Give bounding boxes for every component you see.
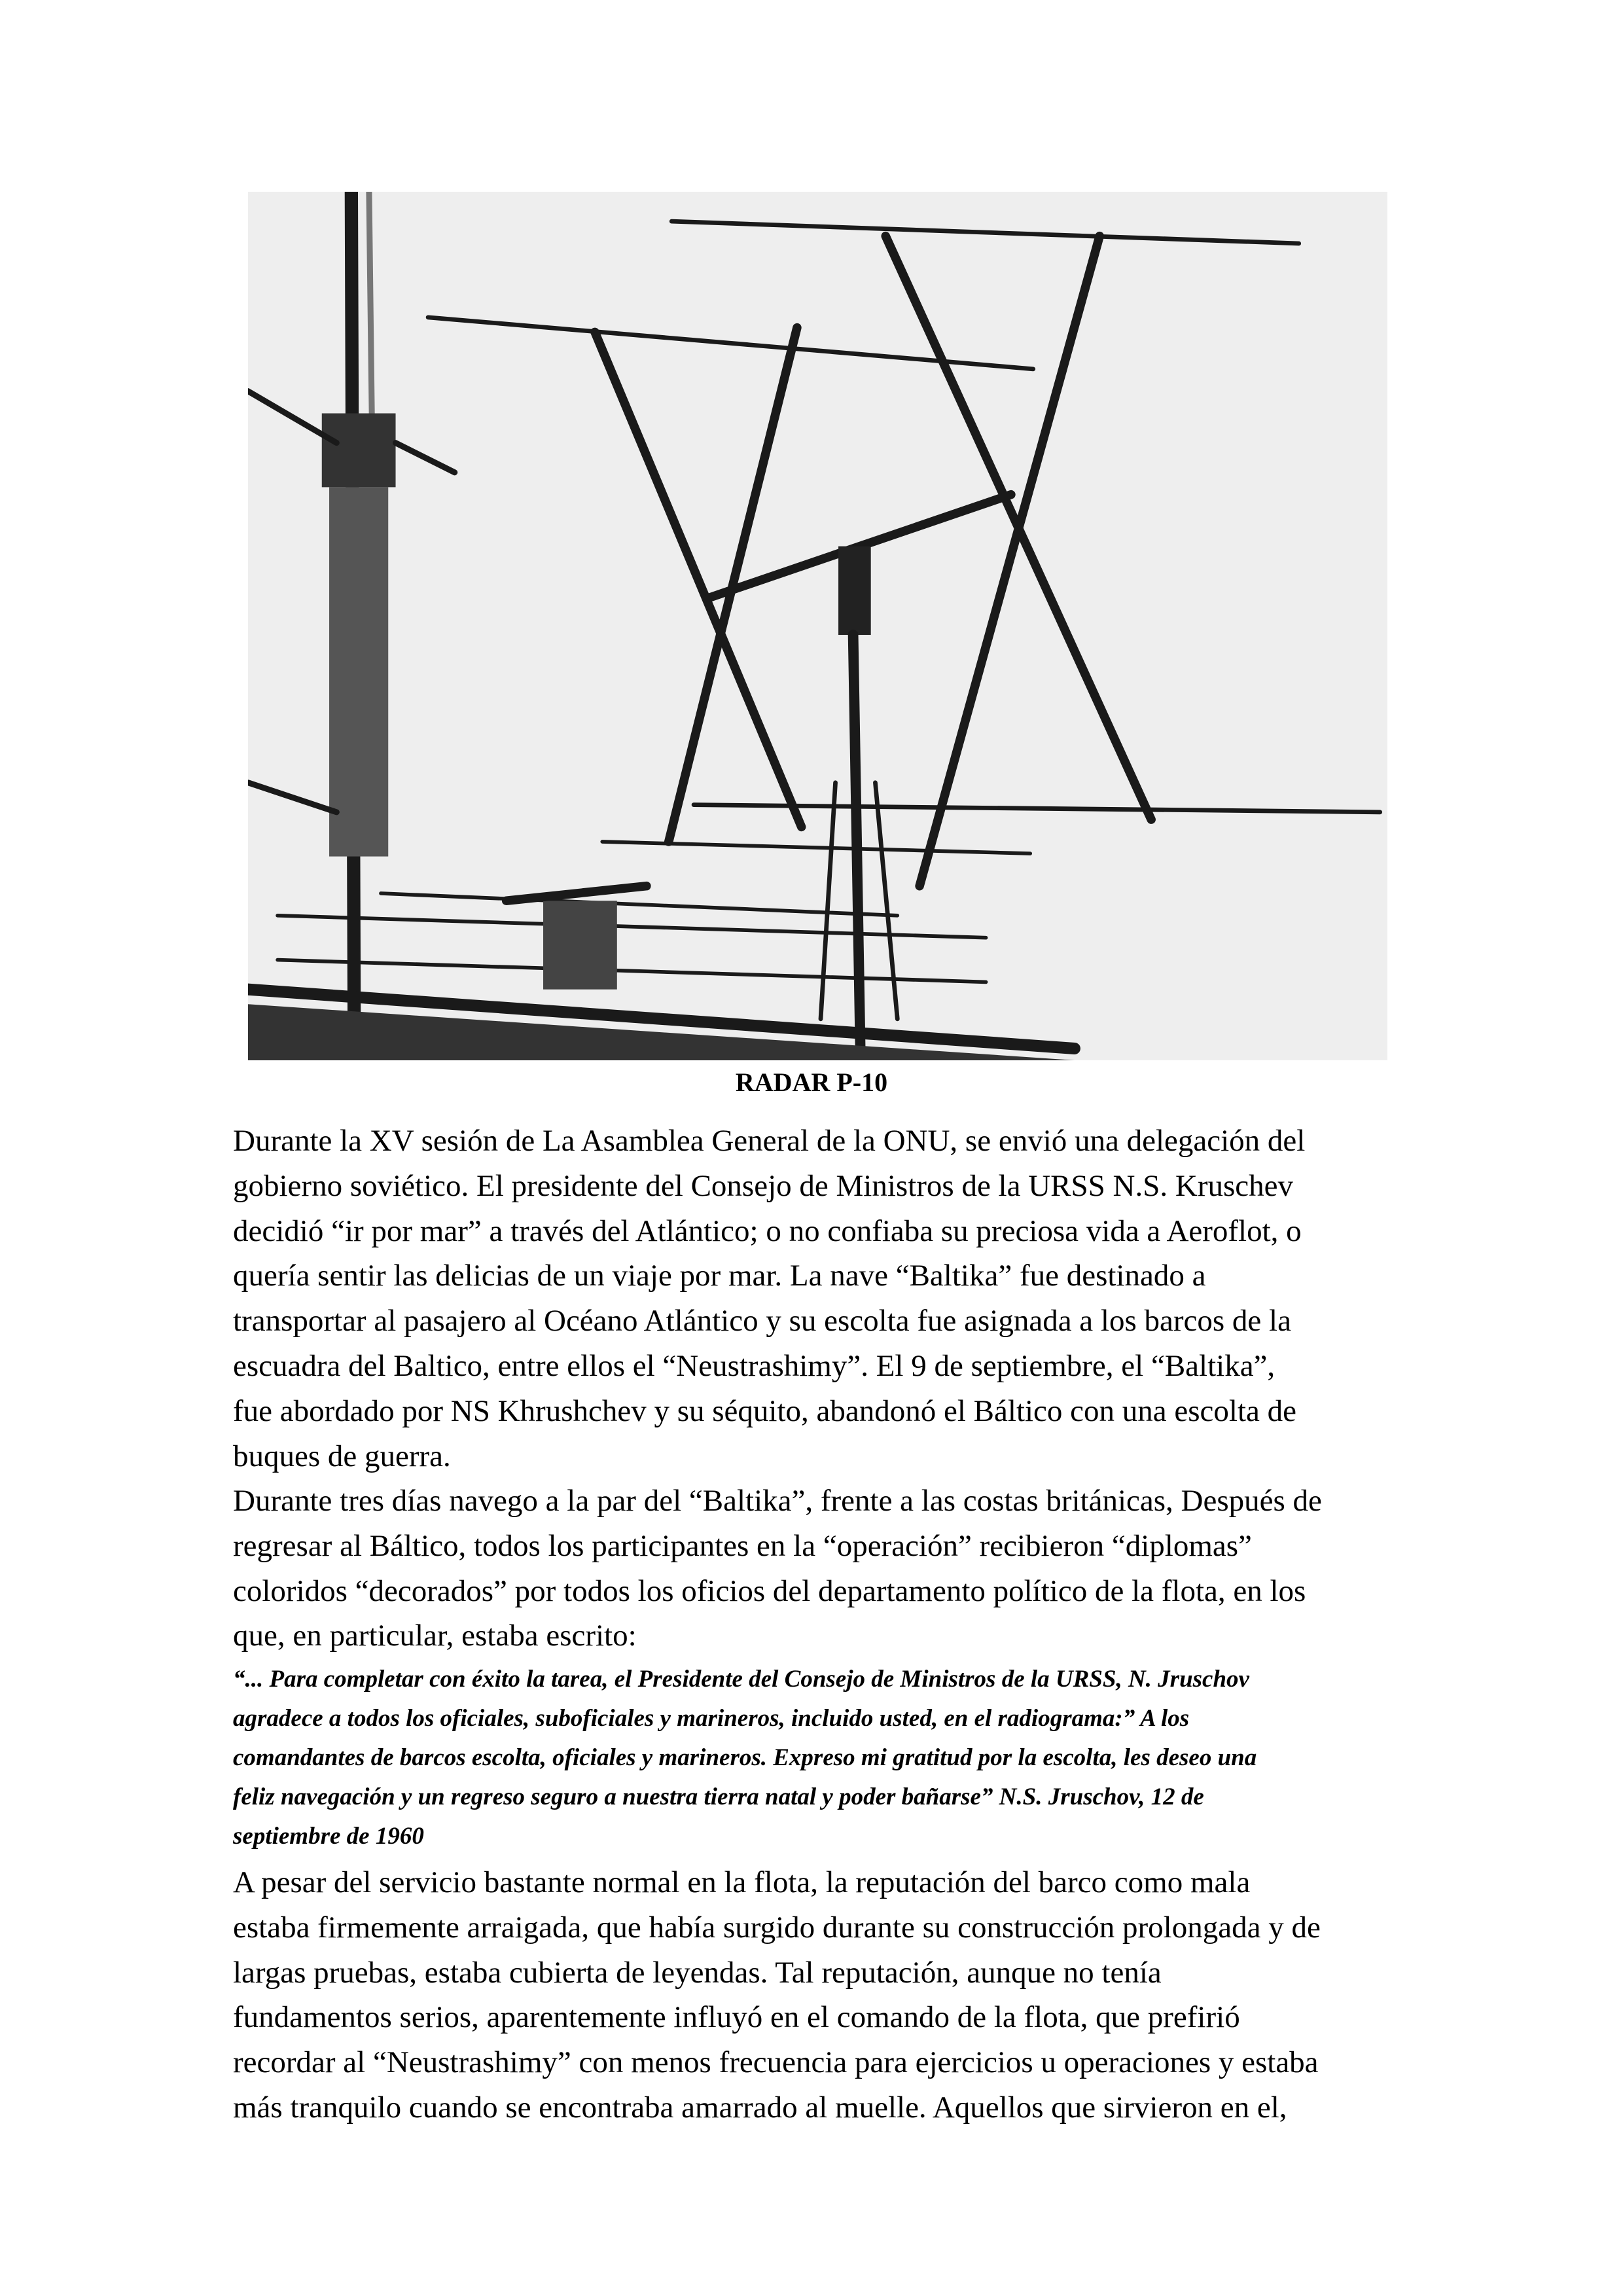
text-line: que, en particular, estaba escrito: <box>233 1619 637 1653</box>
text-line: Durante la XV sesión de La Asamblea General de la ONU, se envió una delegación del <box>233 1124 1306 1158</box>
text-line: decidió “ir por mar” a través del Atlántico; o no confiaba su preciosa vida a Aeroflot, o <box>233 1213 1302 1248</box>
paragraph-3 <box>233 1860 1411 2130</box>
radar-photo <box>248 192 1387 1060</box>
text-line: recordar al “Neustrashimy” con menos frecuencia para ejercicios u operaciones y estaba <box>233 2045 1319 2080</box>
text-line: fundamentos serios, aparentemente influyó en el comando de la flota, que prefirió <box>233 2000 1240 2035</box>
text-line: escuadra del Baltico, entre ellos el “Neustrashimy”. El 9 de septiembre, el “Baltika”, <box>233 1348 1275 1383</box>
text-line: fue abordado por NS Khrushchev y su séquito, abandonó el Báltico con una escolta de <box>233 1393 1296 1428</box>
text-line: buques de guerra. <box>233 1439 451 1473</box>
text-line: regresar al Báltico, todos los participantes en la “operación” recibieron “diplomas” <box>233 1528 1252 1563</box>
text-line: A pesar del servicio bastante normal en la flota, la reputación del barco como mala <box>233 1865 1251 1899</box>
quote-line: comandantes de barcos escolta, oficiales y marineros. Expreso mi gratitud por la escolta, les deseo una <box>233 1744 1257 1771</box>
text-line: transportar al pasajero al Océano Atlántico y su escolta fue asignada a los barcos de la <box>233 1304 1291 1338</box>
quote-line: feliz navegación y un regreso seguro a nuestra tierra natal y poder bañarse” N.S. Jruschov, 12 de <box>233 1784 1204 1810</box>
paragraph-1 <box>233 1119 1411 1479</box>
text-line: coloridos “decorados” por todos los oficios del departamento político de la flota, en los <box>233 1573 1306 1608</box>
quoted-radiogram <box>233 1660 1411 1856</box>
text-line: Durante tres días navego a la par del “Baltika”, frente a las costas británicas, Después de <box>233 1484 1322 1518</box>
figure-caption: RADAR P-10 <box>735 1067 888 1097</box>
radar-antenna-image <box>248 192 1387 1060</box>
text-line: gobierno soviético. El presidente del Consejo de Ministros de la URSS N.S. Kruschev <box>233 1168 1293 1203</box>
text-line: quería sentir las delicias de un viaje por mar. La nave “Baltika” fue destinado a <box>233 1259 1206 1293</box>
text-line: más tranquilo cuando se encontraba amarrado al muelle. Aquellos que sirvieron en el, <box>233 2090 1287 2125</box>
paragraph-2 <box>233 1479 1411 1659</box>
text-line: estaba firmemente arraigada, que había surgido durante su construcción prolongada y de <box>233 1910 1321 1945</box>
quote-line: “... Para completar con éxito la tarea, el Presidente del Consejo de Ministros de la URSS, N. Jruschov <box>233 1666 1249 1693</box>
quote-line: septiembre de 1960 <box>233 1823 424 1850</box>
quote-line: agradece a todos los oficiales, suboficiales y marineros, incluido usted, en el radiograma:” A los <box>233 1705 1190 1732</box>
text-line: largas pruebas, estaba cubierta de leyendas. Tal reputación, aunque no tenía <box>233 1955 1162 1990</box>
